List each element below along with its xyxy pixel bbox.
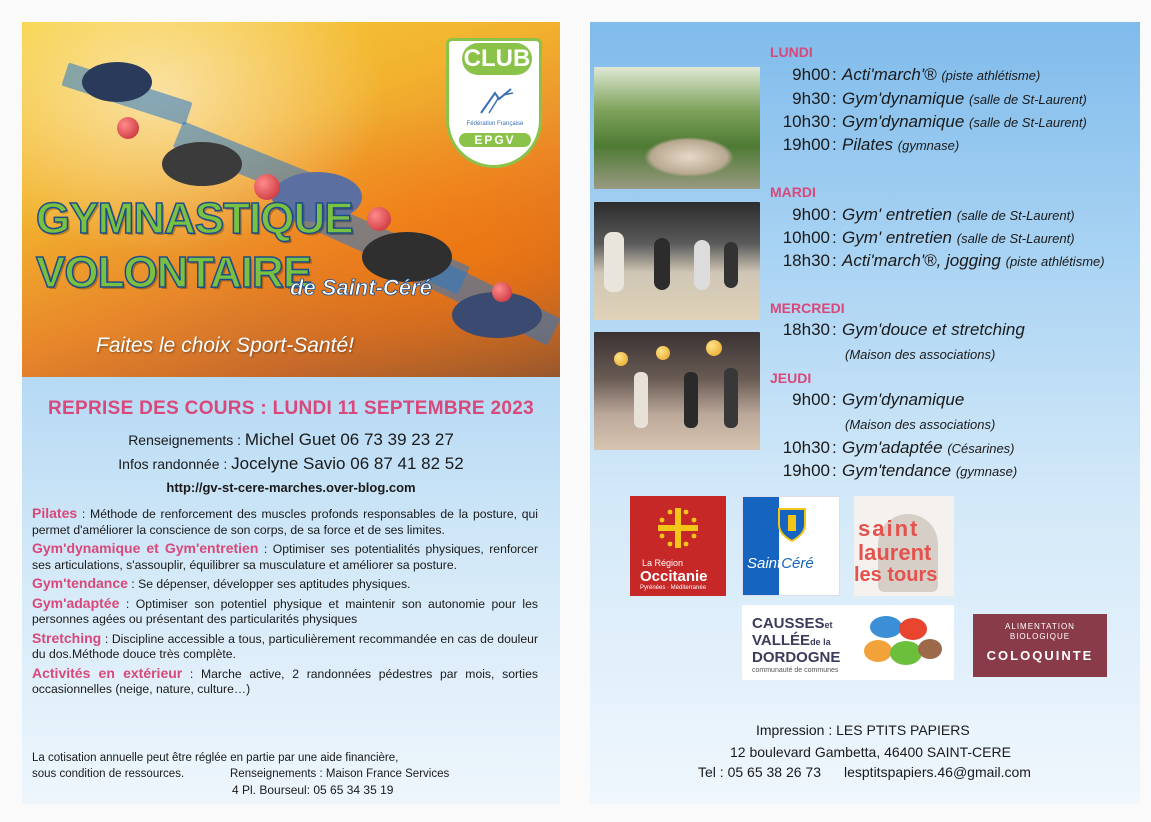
photo-gym-class-1: [594, 202, 760, 320]
slot-time: 10h30: [782, 112, 830, 131]
contact-renseignements: [22, 430, 560, 450]
desc-gym-dynamique: [32, 541, 538, 573]
cotisation-renseignements: Renseignements : Maison France Services: [230, 768, 450, 780]
contact-label: Infos randonnée :: [118, 456, 232, 472]
slot-activity: [842, 461, 1017, 481]
pebbles-icon: [858, 609, 948, 675]
blog-link[interactable]: http://gv-st-cere-marches.over-blog.com: [166, 480, 416, 495]
slot-separator: :: [832, 390, 837, 409]
slot-activity-name: Gym'dynamique: [842, 112, 965, 131]
desc-text: : Optimiser son potentiel physique et maintenir son autonomie pour les personnes agées ou présentant des particularités physiques: [32, 596, 538, 626]
slot-separator: :: [832, 89, 837, 108]
slot-wednesday-1-place: (Maison des associations): [845, 347, 996, 362]
slot-time: 18h30: [782, 251, 830, 270]
slot-time: 9h00: [792, 65, 830, 84]
slot-separator: :: [832, 205, 837, 224]
coloquinte-logo: [973, 614, 1107, 677]
day-thursday: JEUDI: [770, 370, 812, 386]
desc-text: : Marche active, 2 randonnées pédestres par mois, sorties occasionnelles (neige, nature, culture…): [32, 666, 538, 696]
saint-cere-logo: [742, 496, 840, 596]
slot-activity-name: Acti'march'®: [842, 65, 937, 84]
saint-laurent-les-tours-logo: [854, 496, 954, 596]
day-monday: LUNDI: [770, 44, 813, 60]
slot-thursday-1-place: (Maison des associations): [845, 417, 996, 432]
causses-line1-main: CAUSSES: [752, 615, 825, 632]
photo-walkers: [594, 67, 760, 189]
slot-activity-name: Gym' entretien: [842, 205, 953, 224]
desc-term: Gym'dynamique et Gym'entretien: [32, 540, 259, 556]
slot-place: (gymnase): [897, 138, 960, 153]
club-label: CLUB: [462, 43, 532, 75]
desc-text: : Se dépenser, développer ses aptitudes physiques.: [127, 577, 411, 591]
contact-randonnee: [22, 454, 560, 474]
cotisation-address: 4 Pl. Bourseul: 05 65 34 35 19: [232, 783, 394, 797]
activity-descriptions: [32, 506, 538, 701]
slot-time: 18h30: [782, 320, 830, 339]
saint-cere-name-2: Céré: [781, 555, 814, 572]
desc-text: : Optimiser ses potentialités physiques, renforcer ses articulations, s'assouplir, équilibrer sa musculature et améliorer sa posture.: [32, 542, 538, 572]
occitanie-line2: Occitanie: [640, 568, 708, 585]
title-gymnastique: GYMNASTIQUE: [36, 194, 353, 243]
slot-activity: [842, 320, 1025, 340]
day-wednesday: MERCREDI: [770, 300, 845, 316]
slot-activity-name: Gym' entretien: [842, 228, 953, 247]
slot-time: 10h30: [782, 438, 830, 457]
slot-time: 9h30: [792, 89, 830, 108]
slot-separator: :: [832, 461, 837, 480]
slot-time: 19h00: [782, 135, 830, 154]
slot-activity: [842, 112, 1087, 132]
slot-activity-name: Gym'adaptée: [842, 438, 943, 457]
slot-activity: [842, 205, 1075, 225]
slot-place: (piste athlétisme): [941, 68, 1041, 83]
slot-place: (salle de St-Laurent): [969, 115, 1087, 130]
desc-exterieur: [32, 666, 538, 698]
cotisation-line-1: La cotisation annuelle peut être réglée en partie par une aide financière,: [32, 752, 399, 764]
coloquinte-name: COLOQUINTE: [986, 648, 1094, 663]
slot-activity-name: Acti'march'®, jogging: [842, 251, 1001, 270]
slot-separator: :: [832, 135, 837, 154]
slot-separator: :: [832, 65, 837, 84]
tagline: Faites le choix Sport-Santé!: [96, 334, 354, 357]
slot-separator: :: [832, 251, 837, 270]
slot-activity: [842, 65, 1040, 85]
city-shield-icon: [777, 507, 807, 543]
slot-separator: :: [832, 112, 837, 131]
desc-pilates: [32, 506, 538, 538]
slot-place: (salle de St-Laurent): [969, 92, 1087, 107]
imprint-address: 12 boulevard Gambetta, 46400 SAINT-CERE: [730, 744, 1011, 760]
slot-activity-name: Gym'douce et stretching: [842, 320, 1025, 339]
day-tuesday: MARDI: [770, 184, 816, 200]
slot-activity: [842, 438, 1015, 458]
causses-line2: [752, 632, 831, 649]
coloquinte-line1: ALIMENTATION: [1005, 622, 1075, 631]
slot-activity-name: Gym'dynamique: [842, 89, 965, 108]
causses-line2-small: de la: [810, 637, 831, 647]
slot-separator: :: [832, 228, 837, 247]
right-page: [590, 22, 1140, 804]
title-volontaire: VOLONTAIRE: [36, 248, 312, 297]
slot-activity: [842, 89, 1087, 109]
slot-activity: [842, 228, 1075, 248]
causses-line2-main: VALLÉE: [752, 632, 811, 649]
reprise-heading: REPRISE DES COURS : LUNDI 11 SEPTEMBRE 2023: [48, 398, 534, 419]
imprint-email[interactable]: lesptitspapiers.46@gmail.com: [844, 764, 1031, 780]
slot-separator: :: [832, 320, 837, 339]
slot-activity: [842, 251, 1105, 271]
left-page: [22, 22, 560, 804]
contact-label: Renseignements :: [128, 432, 245, 448]
causses-vallee-dordogne-logo: [742, 605, 954, 680]
slot-place: (salle de St-Laurent): [956, 231, 1075, 246]
title-city: de Saint-Céré: [290, 275, 432, 300]
occitanie-line3: Pyrénées · Méditerranée: [640, 585, 707, 591]
stlaurent-line2: laurent: [858, 540, 932, 565]
epgv-label: EPGV: [459, 133, 531, 147]
occitan-cross-icon: [656, 506, 700, 550]
saint-cere-name-1: Saint: [747, 555, 782, 572]
slot-place: (Césarines): [947, 441, 1015, 456]
cotisation-line-2: sous condition de ressources.: [32, 768, 185, 780]
desc-term: Pilates: [32, 505, 78, 521]
federation-label: Fédération Française: [466, 121, 524, 127]
gymnast-figure-icon: [475, 85, 519, 119]
stlaurent-line1: saint: [858, 516, 920, 541]
slot-place: (gymnase): [955, 464, 1018, 479]
slot-activity-name: Gym'dynamique: [842, 390, 965, 409]
desc-text: : Discipline accessible a tous, particulièrement recommandée en cas de douleur du dos.Méthode douce très complète.: [32, 631, 538, 661]
slot-activity: [842, 135, 959, 155]
imprint-phone: Tel : 05 65 38 26 73: [698, 764, 821, 780]
stlaurent-line3: les tours: [854, 564, 938, 586]
contact-value: Jocelyne Savio 06 87 41 82 52: [231, 454, 464, 473]
desc-term: Gym'adaptée: [32, 594, 120, 611]
desc-text: : Méthode de renforcement des muscles profonds responsables de la posture, qui permet d'améliorer la conscience de son corps, de sa force et de ses limites.: [32, 507, 538, 537]
slot-activity-name: Pilates: [842, 135, 894, 154]
imprint-printer: Impression : LES PTITS PAPIERS: [756, 722, 970, 738]
slot-activity-name: Gym'tendance: [842, 461, 952, 480]
occitanie-region-logo: [630, 496, 726, 596]
slot-place: (piste athlétisme): [1005, 254, 1105, 269]
desc-gym-tendance: [32, 576, 538, 593]
desc-term: Activités en extérieur: [32, 664, 183, 681]
desc-term: Gym'tendance: [32, 575, 128, 591]
slot-activity: [842, 390, 964, 410]
occitanie-line1: La Région: [642, 558, 684, 568]
slot-separator: :: [832, 438, 837, 457]
desc-gym-adaptee: [32, 596, 538, 628]
slot-time: 9h00: [792, 205, 830, 224]
causses-line1: [752, 615, 833, 632]
slot-time: 9h00: [792, 390, 830, 409]
causses-line1-small: et: [824, 620, 833, 630]
coloquinte-line2: BIOLOGIQUE: [1009, 632, 1071, 641]
photo-gym-class-2: [594, 332, 760, 450]
desc-term: Stretching: [32, 629, 102, 646]
slot-time: 10h00: [782, 228, 830, 247]
causses-line4: communauté de communes: [752, 667, 839, 674]
club-epgv-logo: [446, 38, 542, 168]
saint-cere-name: [747, 555, 814, 572]
causses-line3: DORDOGNE: [752, 649, 841, 666]
slot-time: 19h00: [782, 461, 830, 480]
hero-gym-photo: [22, 22, 560, 377]
cotisation-note: [32, 750, 552, 797]
contact-value: Michel Guet 06 73 39 23 27: [244, 430, 454, 449]
desc-stretching: [32, 631, 538, 663]
slot-place: (salle de St-Laurent): [956, 208, 1075, 223]
